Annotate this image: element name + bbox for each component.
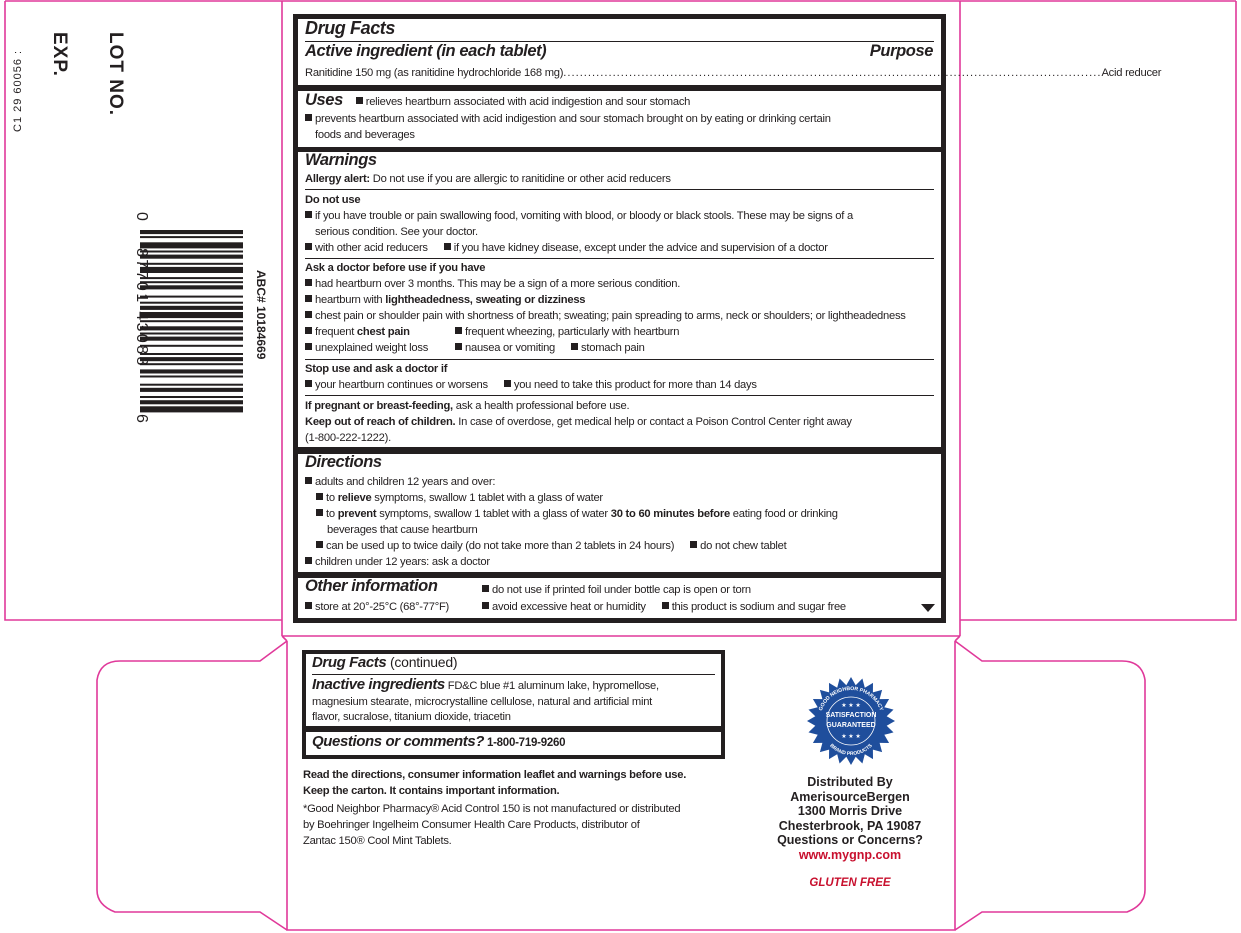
allergy-alert-text: Do not use if you are allergic to ranitidine or other acid reducers — [372, 173, 671, 185]
upc-barcode — [140, 230, 243, 410]
questions-heading: Questions or comments? — [312, 733, 485, 750]
uses-heading: Uses — [305, 91, 343, 109]
directions-heading: Directions — [305, 453, 382, 471]
inactive-ingredients-heading: Inactive ingredients — [312, 676, 445, 693]
uses-item: relieves heartburn associated with acid indigestion and sour stomach — [365, 96, 691, 108]
uses-item-continued: foods and beverages — [315, 129, 415, 141]
ask-doctor-heading: Ask a doctor before use if you have — [305, 262, 486, 274]
distributor-info: Distributed By AmerisourceBergen 1300 Morris Drive Chesterbrook, PA 19087 Questions or Concerns? www.mygnp.com — [760, 775, 940, 862]
upc-digits: 87701 43088 — [133, 248, 150, 368]
questions-section — [306, 732, 721, 755]
other-information-heading: Other information — [305, 577, 438, 595]
disclaimer: *Good Neighbor Pharmacy® Acid Control 150 is not manufactured or distributed by Boehringer Ingelheim Consumer Health Care Products, distributor of Zantac 150® Cool Mint Tablets. — [303, 803, 681, 847]
stop-use-heading: Stop use and ask a doctor if — [305, 363, 448, 375]
upc-digit-left: 0 — [133, 212, 150, 221]
satisfaction-guaranteed-seal — [806, 676, 896, 766]
continued-arrow-icon — [921, 604, 935, 612]
website-link[interactable]: www.mygnp.com — [798, 847, 902, 862]
svg-text:GOOD NEIGHBOR PHARMACY: GOOD NEIGHBOR PHARMACY — [817, 685, 885, 712]
questions-phone: 1-800-719-9260 — [486, 737, 566, 749]
gluten-free-label: GLUTEN FREE — [809, 877, 891, 889]
active-ingredient-heading: Active ingredient (in each tablet) — [305, 42, 547, 60]
uses-item: prevents heartburn associated with acid indigestion and sour stomach brought on by eating or drinking certain — [315, 113, 831, 125]
purpose-value: Acid reducer — [1101, 67, 1162, 79]
drug-facts-title: Drug Facts — [305, 18, 396, 38]
warnings-section: Warnings Allergy alert: Do not use if you are allergic to ranitidine or other acid reducers Do not use if you have trouble or pain swallowing food, vomiting with blood, or bloody or black stools. These may be signs of a serious condition. See your doctor. with other acid reducers if you have kidney disease, except under the advice and supervision of a doctor Ask a doctor before use if you have had heartburn over 3 months. This may be a sign of a more serious condition. heartburn with lightheadedness, sweating or dizziness chest pain or shoulder pain with shortness of breath; sweating; pain spreading to arms, neck or shoulders; or lightheadedness frequent chest pain frequent wheezing, particularly with heartburn unexplained weight loss nausea or vomiting stomach pain Stop use and ask a doctor if your heartburn continues or worsens you need to take this product for more than 14 days If pregnant or breast-feeding, ask a health professional before use. Keep out of reach of children. In case of overdose, get medical help or contact a Poison Control Center right away (1-800-222-1222). — [298, 152, 941, 447]
svg-text:BRAND PRODUCTS: BRAND PRODUCTS — [828, 742, 874, 758]
drug-facts-continued-panel — [302, 650, 725, 759]
svg-text:SATISFACTION: SATISFACTION — [825, 712, 877, 719]
other-information-section: Other information do not use if printed foil under bottle cap is open or torn store at 20°-25°C (68°-77°F) avoid excessive heat or humidity this product is sodium and sugar free — [298, 578, 941, 618]
abc-number: ABC# 10184669 — [254, 270, 268, 360]
purpose-heading: Purpose — [869, 42, 933, 60]
active-ingredient-section — [298, 18, 1162, 85]
uses-section — [298, 91, 941, 147]
svg-text:GUARANTEED: GUARANTEED — [826, 722, 876, 729]
drug-facts-panel — [293, 14, 1162, 623]
do-not-use-heading: Do not use — [305, 194, 361, 206]
inactive-ingredients-section: Drug Facts (continued) Inactive ingredients FD&C blue #1 aluminum lake, hypromellose, magnesium stearate, microcrystalline cellulose, natural and artificial mint flavor, sucralose, titanium dioxide, triacetin — [306, 654, 721, 726]
upc-digit-right: 6 — [133, 414, 150, 423]
continued-title: Drug Facts — [312, 654, 387, 671]
svg-text:★ ★ ★: ★ ★ ★ — [841, 703, 861, 709]
lot-number-label: LOT NO. — [105, 32, 126, 117]
directions-section: Directions adults and children 12 years and over: to relieve symptoms, swallow 1 tablet with a glass of water to prevent symptoms, swallow 1 tablet with a glass of water 30 to 60 minutes before eating food or drinking beverages that cause heartburn can be used up to twice daily (do not take more than 2 tablets in 24 hours) do not chew tablet children under 12 years: ask a doctor — [298, 454, 941, 572]
active-ingredient-line: Ranitidine 150 mg (as ranitidine hydrochloride 168 mg) ................................................................................................................................... Acid reducer — [305, 67, 1162, 79]
svg-text:★ ★ ★: ★ ★ ★ — [841, 734, 861, 740]
lot-code-stamp: C1 29 60056 : — [12, 49, 24, 132]
warnings-heading: Warnings — [305, 151, 377, 169]
expiration-label: EXP. — [49, 32, 70, 77]
read-directions-note: Read the directions, consumer information leaflet and warnings before use. Keep the carton. It contains important information. — [303, 769, 687, 797]
